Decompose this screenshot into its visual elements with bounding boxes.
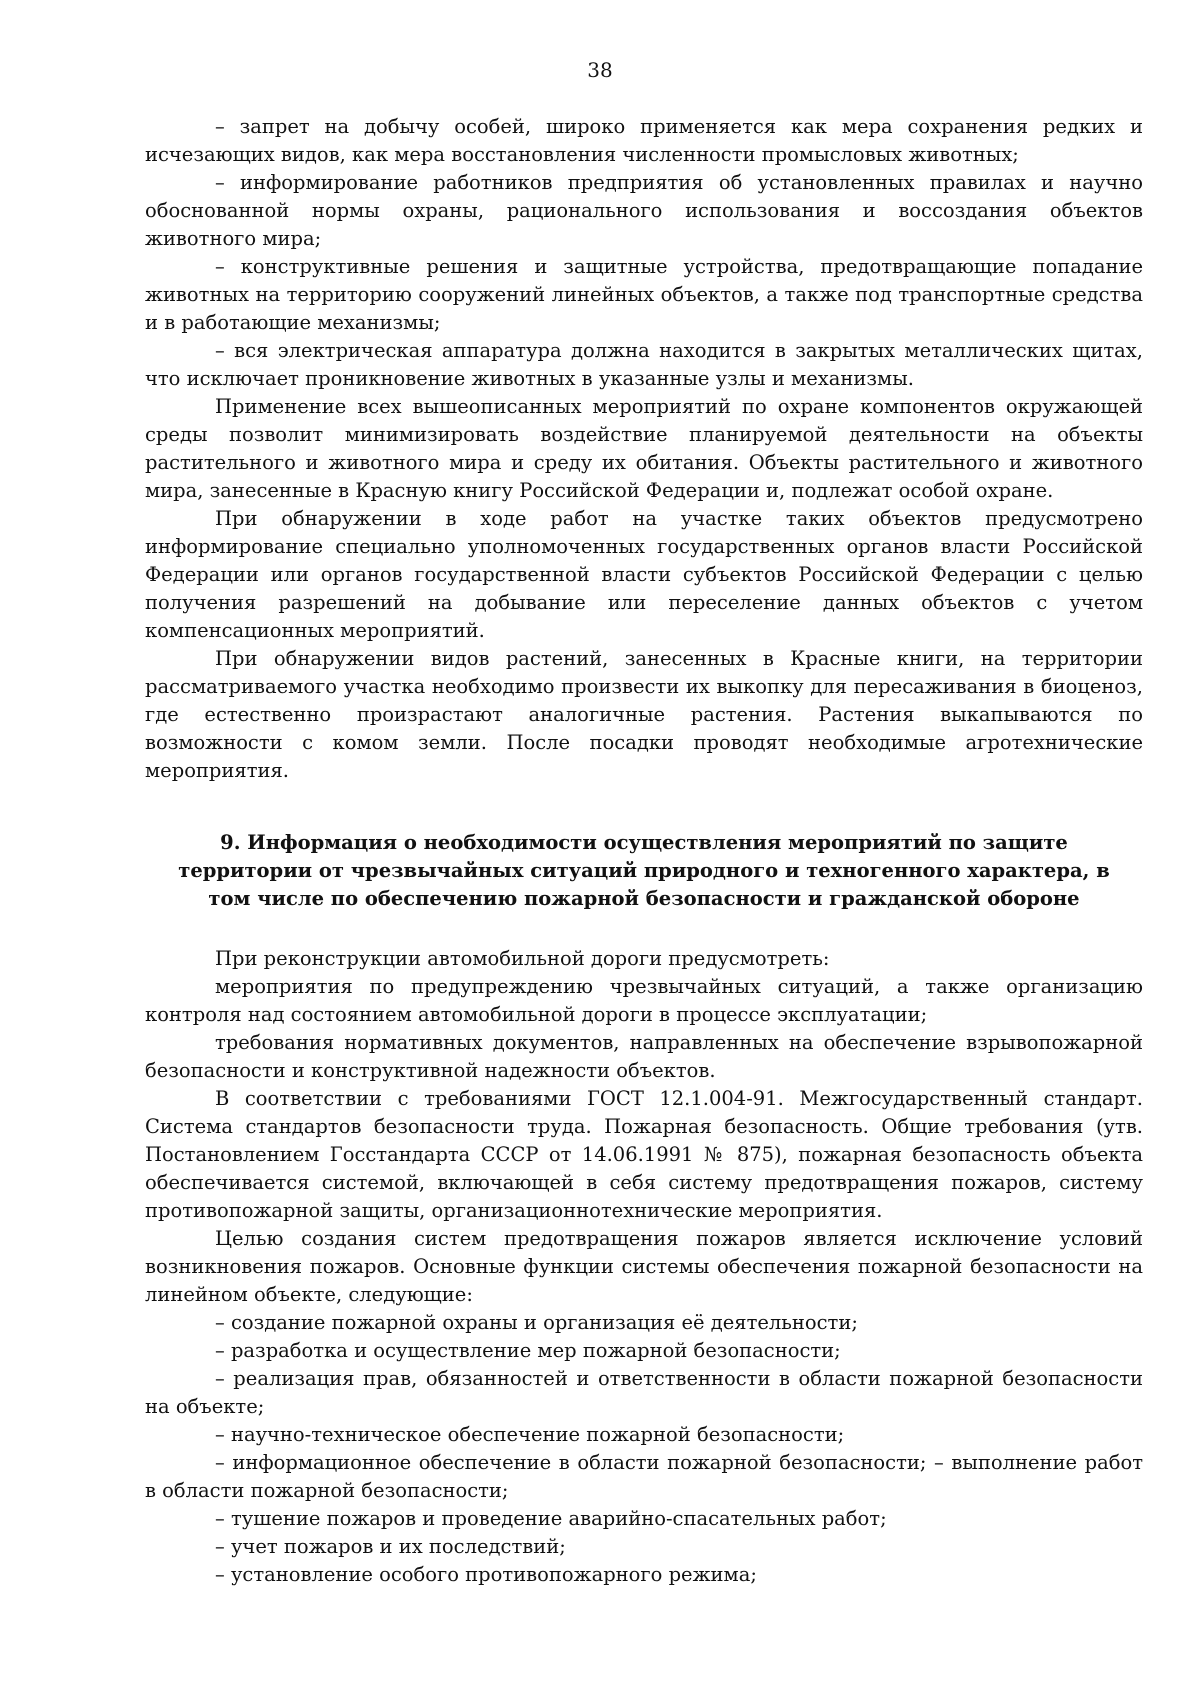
paragraph: При реконструкции автомобильной дороги предусмотреть: (215, 947, 830, 970)
paragraph: Применение всех вышеописанных мероприятий по охране компонентов окружающей среды позволит минимизировать воздействие планируемой деятельности на объекты растительного и животного мира и среду их обитания. Объекты растительного и животного мира, занесенные в Красную книгу Российской Федерации и, подлежат особой охране. (145, 395, 1143, 502)
paragraph: – информирование работников предприятия об установленных правилах и научно обоснованной нормы охраны, рационального использования и воссоздания объектов животного мира; (145, 171, 1143, 250)
list-item: – реализация прав, обязанностей и ответственности в области пожарной безопасности на объекте; (145, 1367, 1143, 1418)
paragraph: требования нормативных документов, направленных на обеспечение взрывопожарной безопасности и конструктивной надежности объектов. (145, 1031, 1143, 1082)
list-item: – установление особого противопожарного режима; (215, 1563, 757, 1586)
list-item: – тушение пожаров и проведение аварийно-спасательных работ; (215, 1507, 887, 1530)
paragraph: – вся электрическая аппаратура должна находится в закрытых металлических щитах, что исключает проникновение животных в указанные узлы и механизмы. (145, 339, 1143, 390)
paragraph: При обнаружении видов растений, занесенных в Красные книги, на территории рассматриваемого участка необходимо произвести их выкопку для пересаживания в биоценоз, где естественно произрастают аналогичные растения. Растения выкапываются по возможности с комом земли. После посадки проводят необходимые агротехнические мероприятия. (145, 647, 1143, 782)
paragraph: – конструктивные решения и защитные устройства, предотвращающие попадание животных на территорию сооружений линейных объектов, а также под транспортные средства и в работающие механизмы; (145, 255, 1143, 334)
document-body (145, 113, 1143, 1589)
paragraph: В соответствии с требованиями ГОСТ 12.1.004-91. Межгосударственный стандарт. Система стандартов безопасности труда. Пожарная безопасность. Общие требования (утв. Постановлением Госстандарта СССР от 14.06.1991 № 875), пожарная безопасность объекта обеспечивается системой, включающей в себя систему предотвращения пожаров, систему противопожарной защиты, организационнотехнические мероприятия. (145, 1087, 1143, 1222)
list-item: – информационное обеспечение в области пожарной безопасности; – выполнение работ в области пожарной безопасности; (145, 1451, 1143, 1502)
list-item: – разработка и осуществление мер пожарной безопасности; (215, 1339, 841, 1362)
paragraph: Целью создания систем предотвращения пожаров является исключение условий возникновения пожаров. Основные функции системы обеспечения пожарной безопасности на линейном объекте, следующие: (145, 1227, 1143, 1306)
paragraph: мероприятия по предупреждению чрезвычайных ситуаций, а также организацию контроля над состоянием автомобильной дороги в процессе эксплуатации; (145, 975, 1143, 1026)
page-number: 38 (587, 58, 613, 82)
paragraph: При обнаружении в ходе работ на участке таких объектов предусмотрено информирование специально уполномоченных государственных органов власти Российской Федерации или органов государственной власти субъектов Российской Федерации с целью получения разрешений на добывание или переселение данных объектов с учетом компенсационных мероприятий. (145, 507, 1143, 642)
section-heading: 9. Информация о необходимости осуществления мероприятий по защите территории от чрезвычайных ситуаций природного и техногенного характера, в том числе по обеспечению пожарной безопасности и гражданской обороне (178, 831, 1110, 910)
list-item: – учет пожаров и их последствий; (215, 1535, 566, 1558)
list-item: – создание пожарной охраны и организация её деятельности; (215, 1311, 858, 1334)
paragraph: – запрет на добычу особей, широко применяется как мера сохранения редких и исчезающих видов, как мера восстановления численности промысловых животных; (145, 115, 1143, 166)
list-item: – научно-техническое обеспечение пожарной безопасности; (215, 1423, 845, 1446)
